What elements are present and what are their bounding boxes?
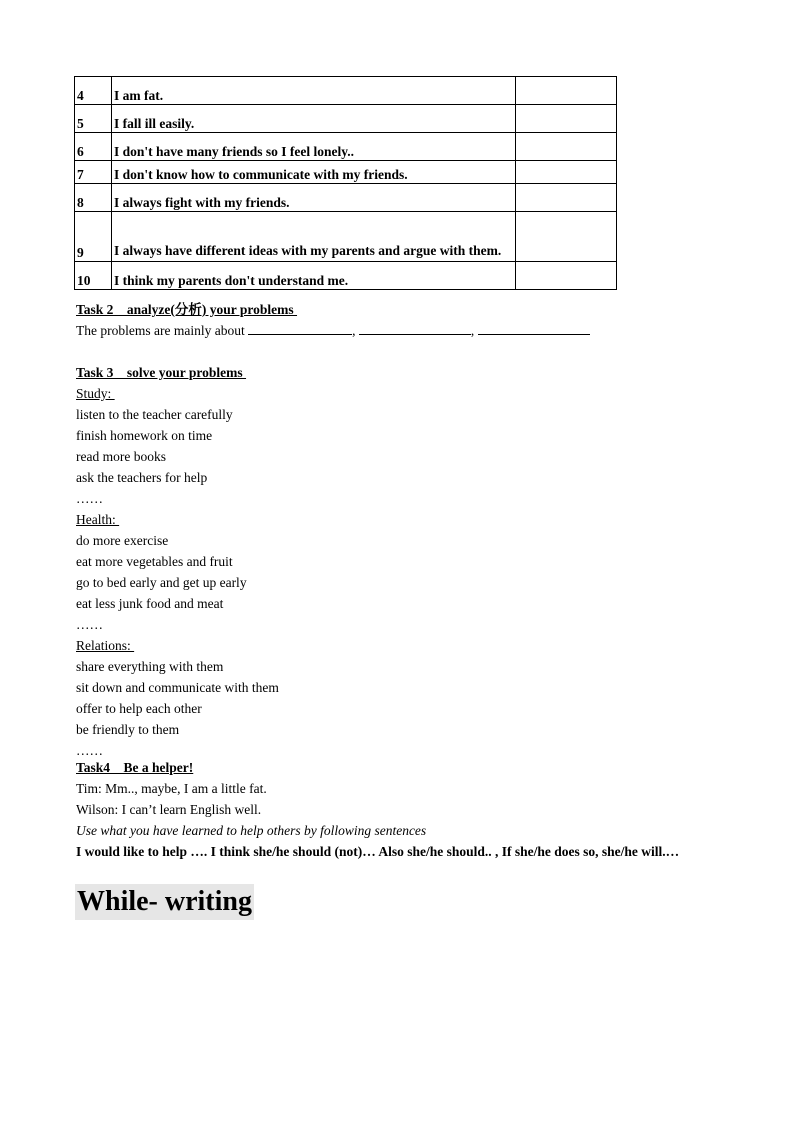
row-text: I always fight with my friends. (112, 184, 516, 212)
task2-section (76, 299, 726, 341)
section-heading: While- writing (75, 884, 254, 920)
sentence-pattern: I would like to help …. I think she/he should (not)… Also she/he should.. , If she/he does so, she/he will.… (76, 844, 680, 859)
row-text: I always have different ideas with my parents and argue with them. (112, 212, 516, 262)
task4-instruction: Use what you have learned to help others by following sentences (76, 823, 427, 838)
list-item: eat less junk food and meat (76, 596, 224, 611)
row-text: I am fat. (112, 77, 516, 105)
table-row (75, 133, 617, 161)
answer-cell[interactable] (516, 133, 617, 161)
row-number: 9 (75, 212, 112, 262)
table-row (75, 184, 617, 212)
list-item: be friendly to them (76, 722, 180, 737)
list-item: sit down and communicate with them (76, 680, 279, 695)
task2-sentence (76, 320, 726, 341)
row-number: 6 (75, 133, 112, 161)
answer-blank-3[interactable] (478, 320, 590, 335)
task4-section (76, 757, 726, 862)
study-label: Study: (76, 386, 115, 401)
health-label: Health: (76, 512, 120, 527)
table-row (75, 161, 617, 184)
dialogue-line: Wilson: I can’t learn English well. (76, 802, 262, 817)
list-item: do more exercise (76, 533, 169, 548)
task3-section (76, 362, 726, 761)
task2-title: Task 2 analyze(分析) your problems (76, 302, 298, 317)
relations-label: Relations: (76, 638, 135, 653)
row-text: I think my parents don't understand me. (112, 262, 516, 290)
row-number: 5 (75, 105, 112, 133)
answer-cell[interactable] (516, 212, 617, 262)
row-text: I don't have many friends so I feel lonely.. (112, 133, 516, 161)
table-row (75, 77, 617, 105)
task2-prefix: The problems are mainly about (76, 323, 249, 338)
list-item: listen to the teacher carefully (76, 407, 233, 422)
answer-cell[interactable] (516, 77, 617, 105)
answer-cell[interactable] (516, 105, 617, 133)
list-item: offer to help each other (76, 701, 202, 716)
separator: , (470, 323, 478, 338)
dialogue-line: Tim: Mm.., maybe, I am a little fat. (76, 781, 267, 796)
separator: , (352, 323, 359, 338)
table-row (75, 105, 617, 133)
answer-blank-1[interactable] (248, 320, 352, 335)
answer-cell[interactable] (516, 161, 617, 184)
ellipsis: …… (76, 491, 103, 506)
table-row (75, 262, 617, 290)
list-item: ask the teachers for help (76, 470, 208, 485)
answer-cell[interactable] (516, 184, 617, 212)
row-number: 7 (75, 161, 112, 184)
row-text: I fall ill easily. (112, 105, 516, 133)
answer-blank-2[interactable] (359, 320, 471, 335)
list-item: share everything with them (76, 659, 224, 674)
row-number: 4 (75, 77, 112, 105)
list-item: eat more vegetables and fruit (76, 554, 233, 569)
ellipsis: …… (76, 743, 103, 758)
row-number: 8 (75, 184, 112, 212)
row-text: I don't know how to communicate with my friends. (112, 161, 516, 184)
ellipsis: …… (76, 617, 103, 632)
list-item: read more books (76, 449, 166, 464)
table-row (75, 212, 617, 262)
task3-title: Task 3 solve your problems (76, 365, 247, 380)
list-item: go to bed early and get up early (76, 575, 247, 590)
row-number: 10 (75, 262, 112, 290)
list-item: finish homework on time (76, 428, 213, 443)
answer-cell[interactable] (516, 262, 617, 290)
task4-title: Task4 Be a helper! (76, 760, 194, 775)
problems-table (74, 76, 617, 290)
